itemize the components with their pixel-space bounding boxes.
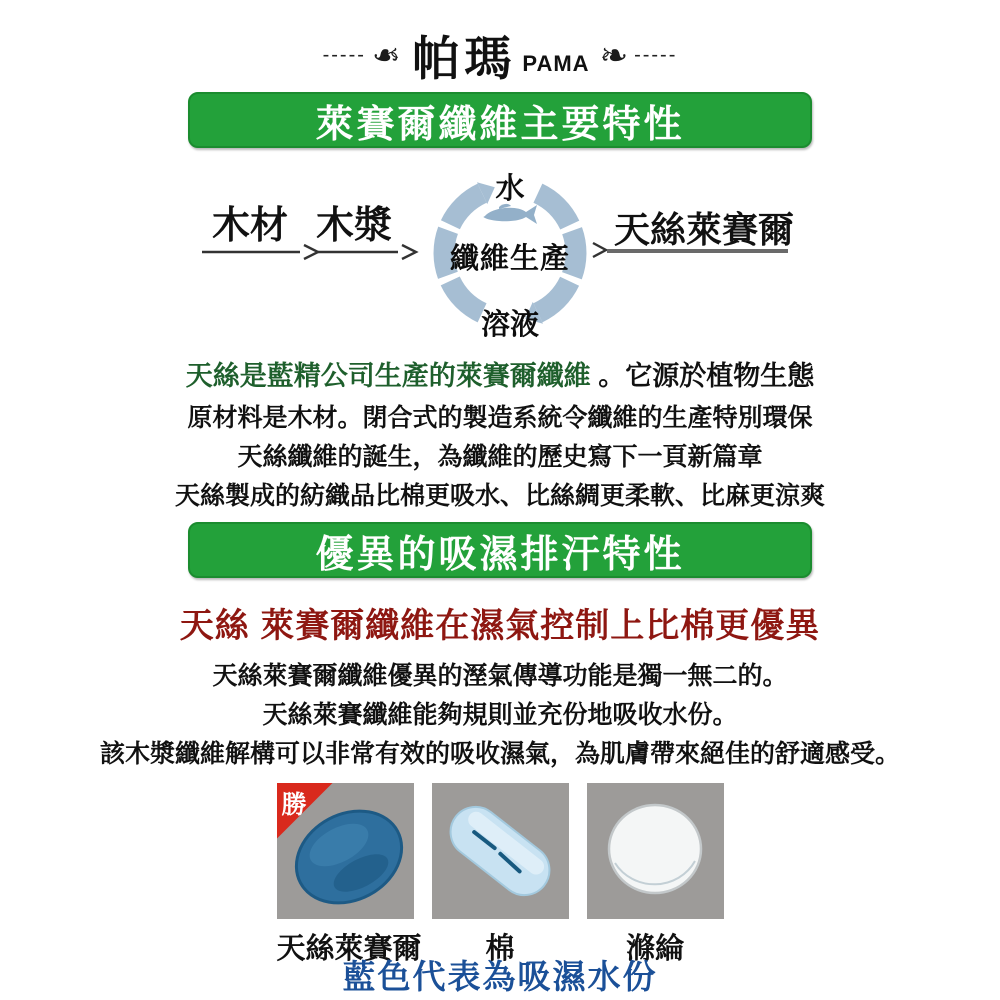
section-banner-moisture-wicking [188, 522, 812, 578]
sample-cotton [432, 783, 569, 967]
cycle-label-solution: 溶液 [480, 309, 539, 341]
polyester-droplet-blob [587, 783, 724, 919]
banner2-title: 優異的吸濕排汗特性 [315, 533, 685, 576]
moisture-line-1: 天絲萊賽爾纖維優異的溼氣傳導功能是獨一無二的。 [212, 662, 788, 690]
intro-line-3: 天絲纖維的誕生，為纖維的歷史寫下一頁新篇章 [237, 443, 763, 471]
banner1-title: 萊賽爾纖維主要特性 [315, 103, 685, 146]
sample-cotton-label: 棉 [485, 933, 515, 965]
cycle-label-fiber-production: 纖維生產 [449, 243, 570, 275]
diagram-label-wood: 木材 [212, 205, 289, 247]
intro-line-1 [0, 354, 1000, 393]
sample-tencel-label: 天絲萊賽爾 [276, 933, 422, 965]
blue-moisture-caption: 藍色代表為吸濕水份 [342, 958, 658, 995]
cotton-droplet-blob [432, 783, 569, 919]
cycle-label-water: 水 [495, 173, 525, 205]
floral-flourish-right-icon: ❧ [599, 36, 629, 75]
header-dashes-right: ----- [634, 44, 678, 66]
sample-cotton-image [432, 783, 569, 919]
right-arrow-icon [314, 242, 424, 262]
fiber-production-cycle [425, 162, 595, 348]
sample-polyester-image [587, 783, 724, 919]
diagram-label-tencel-lyocell: 天絲萊賽爾 [614, 209, 795, 250]
section-banner-main-features [188, 92, 812, 148]
brand-name-en: PAMA [522, 50, 590, 76]
header-dashes-left: ----- [322, 44, 366, 66]
moisture-headline: 天絲 萊賽爾纖維在濕氣控制上比棉更優異 [179, 607, 821, 645]
floral-flourish-left-icon: ❧ [371, 36, 401, 75]
production-process-diagram [0, 162, 1000, 350]
brand-header [0, 22, 1000, 89]
moisture-line-2: 天絲萊賽纖維能夠規則並充份地吸收水份。 [262, 701, 738, 729]
sample-polyester [587, 783, 724, 967]
sample-tencel-image [277, 783, 414, 919]
fiber-sample-comparison [0, 783, 1000, 967]
sample-tencel [276, 783, 422, 967]
intro-line-1-black: 。它源於植物生態 [590, 361, 815, 391]
brand-name-zh: 帕瑪 [412, 32, 517, 85]
intro-line-4: 天絲製成的紡織品比棉更吸水、比絲綢更柔軟、比麻更涼爽 [174, 482, 825, 510]
right-arrow-icon [200, 242, 326, 262]
winner-badge-text: 勝 [281, 791, 307, 819]
sample-polyester-label: 滌綸 [625, 933, 684, 965]
diagram-label-pulp: 木漿 [316, 205, 393, 247]
moisture-line-3: 該木漿纖維解構可以非常有效的吸收濕氣，為肌膚帶來絕佳的舒適感受。 [99, 740, 900, 768]
intro-line-2: 原材料是木材。閉合式的製造系統令纖維的生產特別環保 [187, 404, 813, 432]
intro-line-1-green: 天絲是藍精公司生產的萊賽爾纖維 [185, 361, 591, 391]
